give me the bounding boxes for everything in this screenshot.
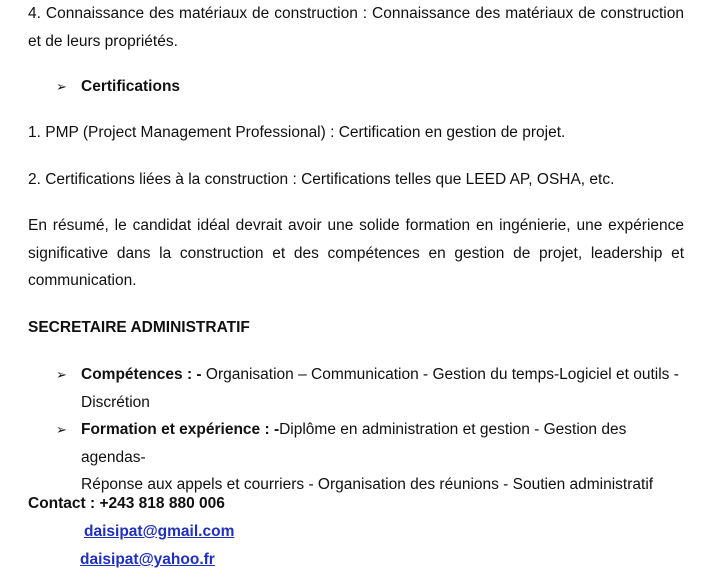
certification-item-1: 1. PMP (Project Management Professional) : Certification en gestion de projet.: [28, 124, 566, 141]
item-4-label: 4. Connaissance des matériaux de construction :: [28, 5, 368, 22]
email-link-gmail[interactable]: daisipat@gmail.com: [84, 523, 235, 540]
competences-text: Organisation – Communication - Gestion du temps-Logiciel et outils -: [201, 366, 679, 383]
certifications-heading: Certifications: [81, 78, 181, 95]
competences-label: Compétences : -: [81, 366, 202, 383]
certification-item-2: 2. Certifications liées à la construction : Certifications telles que LEED AP, OSHA, etc.: [28, 171, 615, 188]
arrow-bullet-icon: ➢: [56, 79, 67, 94]
formation-item: [81, 416, 681, 499]
summary-paragraph: En résumé, le candidat idéal devrait avoir une solide formation en ingénierie, une expérience significative dans la construction et des compétences en gestion de projet, leadership et communication.: [28, 217, 684, 289]
arrow-bullet-icon: ➢: [56, 367, 67, 382]
email-link-yahoo[interactable]: daisipat@yahoo.fr: [80, 551, 215, 568]
arrow-bullet-icon: ➢: [56, 422, 67, 437]
item-4-text: Connaissance des matériaux de construction et de leurs propriétés.: [28, 5, 684, 50]
formation-text-2: Réponse aux appels et courriers - Organisation des réunions - Soutien administratif: [81, 476, 654, 493]
formation-text: Diplôme en administration et gestion - Gestion des agendas-: [81, 421, 627, 466]
contact-line: Contact : +243 818 880 006: [28, 495, 225, 512]
competences-item: [81, 361, 681, 416]
competences-text-2: Discrétion: [81, 393, 150, 411]
item-4-paragraph: [28, 0, 684, 55]
secretaire-heading: SECRETAIRE ADMINISTRATIF: [28, 319, 250, 336]
formation-label: Formation et expérience : -: [81, 421, 280, 438]
